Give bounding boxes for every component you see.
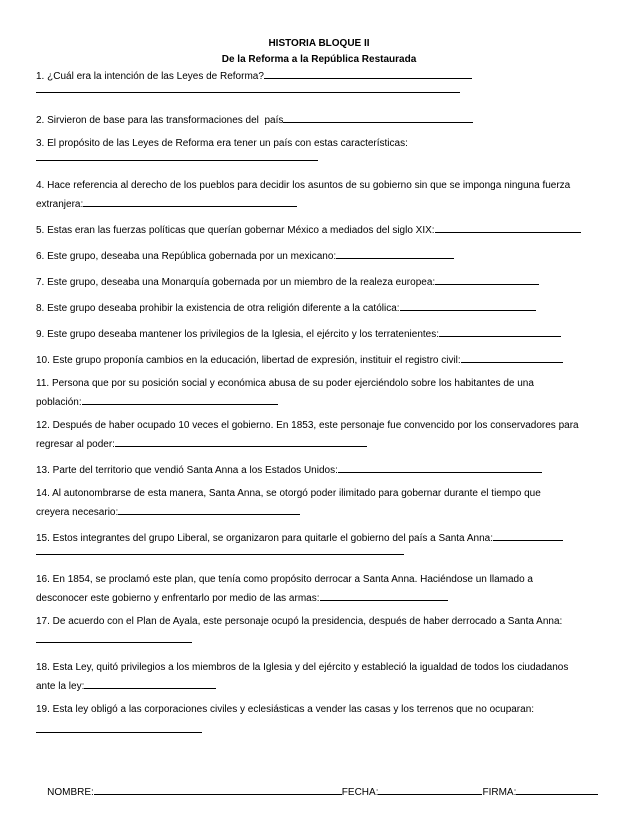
question-5 [36, 222, 602, 237]
date-label: FECHA: [341, 787, 379, 798]
answer-blank[interactable] [283, 112, 473, 123]
worksheet-subtitle: De la Reforma a la República Restaurada [221, 54, 417, 65]
answer-blank[interactable] [84, 678, 216, 689]
question-14 [36, 488, 602, 500]
answer-blank[interactable] [338, 462, 542, 473]
signature-field[interactable] [516, 784, 598, 795]
question-text: 6. Este grupo, deseaba una República gobernada por un mexicano: [36, 251, 337, 262]
question-8 [36, 300, 602, 315]
question-12 [36, 420, 602, 432]
answer-blank[interactable] [461, 352, 563, 363]
question-text-cont: población: [36, 397, 82, 408]
question-text-cont: creyera necesario: [36, 507, 119, 518]
question-text-cont: desconocer este gobierno y enfrentarlo por medio de las armas: [36, 593, 320, 604]
question-text: 3. El propósito de las Leyes de Reforma era tener un país con estas características: [36, 138, 408, 149]
answer-line[interactable] [36, 554, 404, 555]
question-text-cont: ante la ley: [36, 681, 85, 692]
answer-line[interactable] [36, 642, 192, 643]
question-3 [36, 138, 602, 150]
question-text: 5. Estas eran las fuerzas políticas que querían gobernar México a mediados del siglo XIX: [36, 225, 435, 236]
answer-line[interactable] [36, 160, 318, 161]
question-4-cont [36, 196, 602, 211]
question-text: 14. Al autonombrarse de esta manera, Santa Anna, se otorgó poder ilimitado para gobernar durante el tiempo que [36, 488, 541, 499]
answer-line[interactable] [36, 732, 202, 733]
question-text: 8. Este grupo deseaba prohibir la existencia de otra religión diferente a la católica: [36, 303, 400, 314]
question-text-cont: extranjera: [36, 199, 84, 210]
answer-blank[interactable] [320, 590, 448, 601]
question-16-cont [36, 590, 602, 605]
name-field[interactable] [94, 784, 342, 795]
answer-blank[interactable] [435, 274, 539, 285]
question-6 [36, 248, 602, 263]
question-18-cont [36, 678, 602, 693]
question-text: 4. Hace referencia al derecho de los pueblos para decidir los asuntos de su gobierno sin que se imponga ninguna fuerza [36, 180, 571, 191]
question-9 [36, 326, 602, 341]
answer-line[interactable] [36, 92, 460, 93]
question-14-cont [36, 504, 602, 519]
question-7 [36, 274, 602, 289]
question-19 [36, 704, 602, 716]
question-text: 12. Después de haber ocupado 10 veces el gobierno. En 1853, este personaje fue convencido por los conservadores para [36, 420, 579, 431]
answer-blank[interactable] [400, 300, 536, 311]
answer-blank[interactable] [336, 248, 454, 259]
question-text: 7. Este grupo, deseaba una Monarquía gobernada por un miembro de la realeza europea: [36, 277, 436, 288]
question-text: 13. Parte del territorio que vendió Santa Anna a los Estados Unidos: [36, 465, 338, 476]
question-18 [36, 662, 602, 674]
question-4 [36, 180, 602, 192]
question-text: 18. Esta Ley, quitó privilegios a los miembros de la Iglesia y del ejército y estableció la igualdad de todos los ciudadanos [36, 662, 569, 673]
question-text: 11. Persona que por su posición social y económica abusa de su poder ejerciéndolo sobre los habitantes de una [36, 378, 534, 389]
answer-blank[interactable] [83, 196, 297, 207]
answer-blank[interactable] [82, 394, 278, 405]
question-16 [36, 574, 602, 586]
question-text: 10. Este grupo proponía cambios en la educación, libertad de expresión, instituir el registro civil: [36, 355, 461, 366]
answer-blank[interactable] [493, 530, 563, 541]
answer-blank[interactable] [439, 326, 561, 337]
question-text: 17. De acuerdo con el Plan de Ayala, este personaje ocupó la presidencia, después de haber derrocado a Santa Anna: [36, 616, 563, 627]
answer-blank[interactable] [118, 504, 300, 515]
question-11 [36, 378, 602, 390]
answer-blank[interactable] [264, 68, 472, 79]
question-text: 2. Sirvieron de base para las transformaciones del país [36, 115, 284, 126]
footer-fields [36, 773, 598, 809]
question-13 [36, 462, 602, 477]
question-text: 19. Esta ley obligó a las corporaciones civiles y eclesiásticas a vender las casas y los terrenos que no ocuparan: [36, 704, 535, 715]
question-15 [36, 530, 602, 545]
worksheet-title: HISTORIA BLOQUE II [268, 38, 370, 49]
name-label: NOMBRE: [47, 787, 94, 798]
question-text: 1. ¿Cuál era la intención de las Leyes de Reforma? [36, 71, 264, 82]
question-text: 16. En 1854, se proclamó este plan, que tenía como propósito derrocar a Santa Anna. Haciéndose un llamado a [36, 574, 533, 585]
question-17 [36, 616, 602, 628]
date-field[interactable] [378, 784, 482, 795]
question-text-cont: regresar al poder: [36, 439, 115, 450]
question-text: 9. Este grupo deseaba mantener los privilegios de la Iglesia, el ejército y los terratenientes: [36, 329, 440, 340]
question-1 [36, 68, 602, 83]
question-10 [36, 352, 602, 367]
signature-label: FIRMA: [482, 787, 517, 798]
answer-blank[interactable] [115, 436, 367, 447]
answer-blank[interactable] [435, 222, 581, 233]
question-12-cont [36, 436, 602, 451]
question-2 [36, 112, 602, 127]
question-11-cont [36, 394, 602, 409]
question-text: 15. Estos integrantes del grupo Liberal, se organizaron para quitarle el gobierno del país a Santa Anna: [36, 533, 493, 544]
